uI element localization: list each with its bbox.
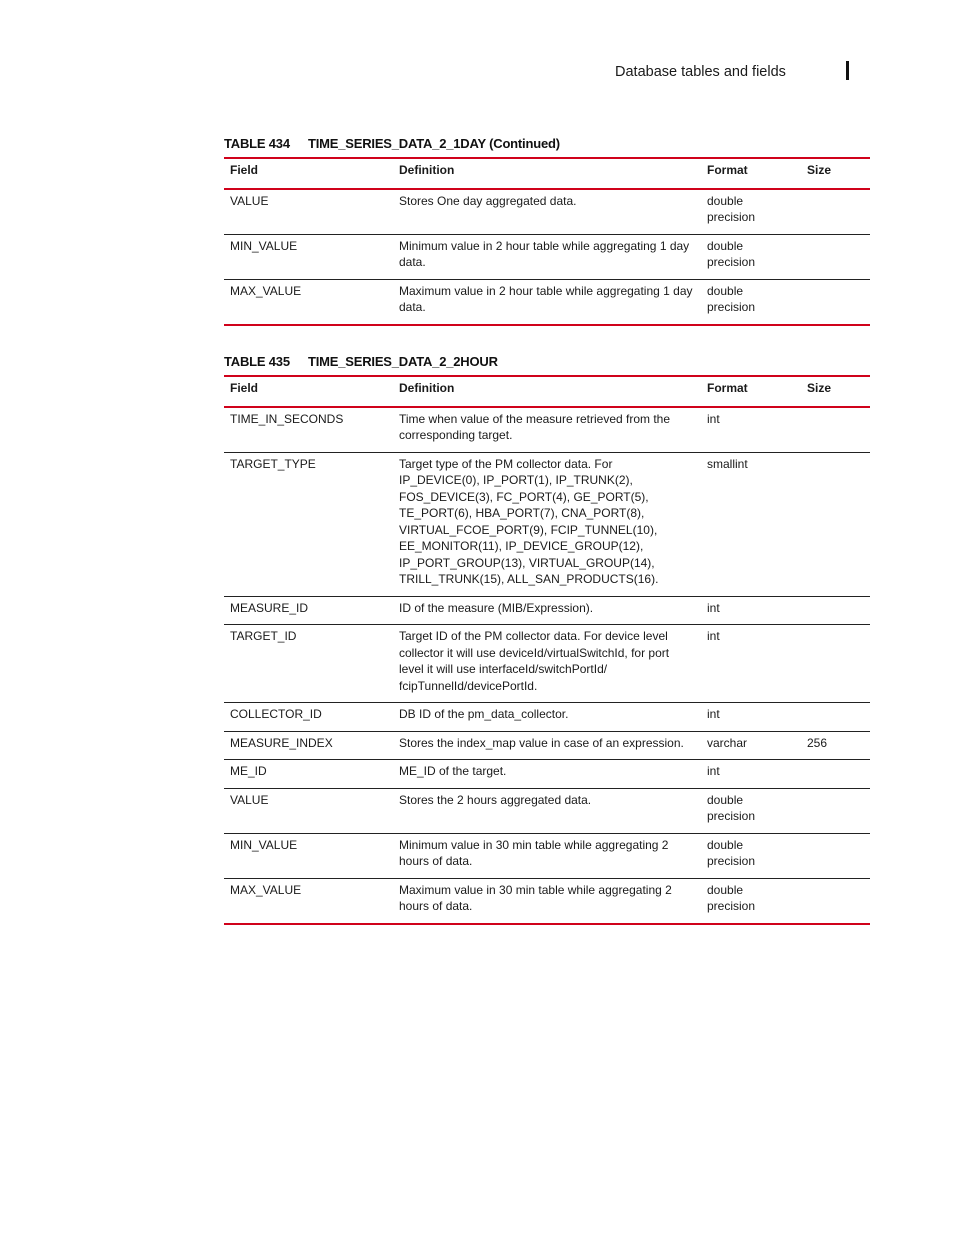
cell-format: int [701, 407, 801, 453]
table-row [224, 703, 870, 732]
cell-size [801, 878, 870, 924]
cell-format: int [701, 596, 801, 625]
cell-size [801, 788, 870, 833]
cell-size [801, 234, 870, 279]
table-row [224, 731, 870, 760]
table-row [224, 833, 870, 878]
cell-size [801, 833, 870, 878]
column-header-field: Field [224, 376, 393, 407]
cell-definition: Minimum value in 2 hour table while aggregating 1 day data. [393, 234, 701, 279]
column-header-definition: Definition [393, 158, 701, 189]
table-435-number: TABLE 435 [224, 354, 290, 369]
cell-size [801, 596, 870, 625]
cell-field: MAX_VALUE [224, 279, 393, 325]
cell-format: double precision [701, 189, 801, 235]
cell-size [801, 452, 870, 596]
table-row [224, 788, 870, 833]
cell-field: ME_ID [224, 760, 393, 789]
cell-field: VALUE [224, 189, 393, 235]
column-header-size: Size [801, 376, 870, 407]
cell-definition: Stores the index_map value in case of an expression. [393, 731, 701, 760]
cell-format: smallint [701, 452, 801, 596]
cell-field: MEASURE_INDEX [224, 731, 393, 760]
table-434-name: TIME_SERIES_DATA_2_1DAY (Continued) [308, 136, 560, 151]
cell-definition: Target type of the PM collector data. For IP_DEVICE(0), IP_PORT(1), IP_TRUNK(2), FOS_DEVICE(3), FC_PORT(4), GE_PORT(5), TE_PORT(6), HBA_PORT(7), CNA_PORT(8), VIRTUAL_FCOE_PORT(9), FCIP_TUNNEL(10), EE_MONITOR(11), IP_DEVICE_GROUP(12), IP_PORT_GROUP(13), VIRTUAL_GROUP(14), TRILL_TRUNK(15), ALL_SAN_PRODUCTS(16). [393, 452, 701, 596]
table-434-number: TABLE 434 [224, 136, 290, 151]
cell-field: COLLECTOR_ID [224, 703, 393, 732]
column-header-field: Field [224, 158, 393, 189]
cell-format: int [701, 703, 801, 732]
cell-field: VALUE [224, 788, 393, 833]
table-435-header-row [224, 376, 870, 407]
cell-size [801, 407, 870, 453]
cell-format: double precision [701, 788, 801, 833]
cell-field: MAX_VALUE [224, 878, 393, 924]
cell-format: varchar [701, 731, 801, 760]
cell-size [801, 703, 870, 732]
cell-field: TARGET_TYPE [224, 452, 393, 596]
cell-field: TIME_IN_SECONDS [224, 407, 393, 453]
cell-field: MIN_VALUE [224, 833, 393, 878]
cell-size [801, 189, 870, 235]
table-row [224, 625, 870, 703]
cell-definition: Stores the 2 hours aggregated data. [393, 788, 701, 833]
table-row [224, 878, 870, 924]
cell-format: double precision [701, 878, 801, 924]
cell-definition: Minimum value in 30 min table while aggregating 2 hours of data. [393, 833, 701, 878]
cell-size [801, 279, 870, 325]
table-434-body [224, 189, 870, 325]
cell-format: int [701, 625, 801, 703]
table-row [224, 596, 870, 625]
table-row [224, 760, 870, 789]
table-row [224, 452, 870, 596]
table-row [224, 279, 870, 325]
chapter-marker-bar [846, 61, 849, 80]
table-435-body [224, 407, 870, 924]
cell-definition: ID of the measure (MIB/Expression). [393, 596, 701, 625]
cell-format: int [701, 760, 801, 789]
cell-size: 256 [801, 731, 870, 760]
running-header: Database tables and fields [615, 64, 786, 80]
cell-definition: Time when value of the measure retrieved from the corresponding target. [393, 407, 701, 453]
cell-definition: Maximum value in 30 min table while aggregating 2 hours of data. [393, 878, 701, 924]
cell-field: TARGET_ID [224, 625, 393, 703]
table-434 [224, 157, 870, 326]
cell-format: double precision [701, 234, 801, 279]
column-header-size: Size [801, 158, 870, 189]
table-435-name: TIME_SERIES_DATA_2_2HOUR [308, 354, 498, 369]
table-435 [224, 375, 870, 925]
cell-format: double precision [701, 279, 801, 325]
table-434-title [224, 136, 560, 151]
cell-size [801, 760, 870, 789]
table-row [224, 189, 870, 235]
cell-size [801, 625, 870, 703]
table-row [224, 234, 870, 279]
column-header-definition: Definition [393, 376, 701, 407]
cell-definition: ME_ID of the target. [393, 760, 701, 789]
cell-definition: DB ID of the pm_data_collector. [393, 703, 701, 732]
cell-definition: Stores One day aggregated data. [393, 189, 701, 235]
cell-field: MEASURE_ID [224, 596, 393, 625]
cell-definition: Target ID of the PM collector data. For device level collector it will use deviceId/virtualSwitchId, for port level it will use interfaceId/switchPortId/ fcipTunnelId/devicePortId. [393, 625, 701, 703]
cell-field: MIN_VALUE [224, 234, 393, 279]
cell-definition: Maximum value in 2 hour table while aggregating 1 day data. [393, 279, 701, 325]
column-header-format: Format [701, 158, 801, 189]
table-row [224, 407, 870, 453]
table-435-title [224, 354, 498, 369]
cell-format: double precision [701, 833, 801, 878]
column-header-format: Format [701, 376, 801, 407]
table-434-header-row [224, 158, 870, 189]
